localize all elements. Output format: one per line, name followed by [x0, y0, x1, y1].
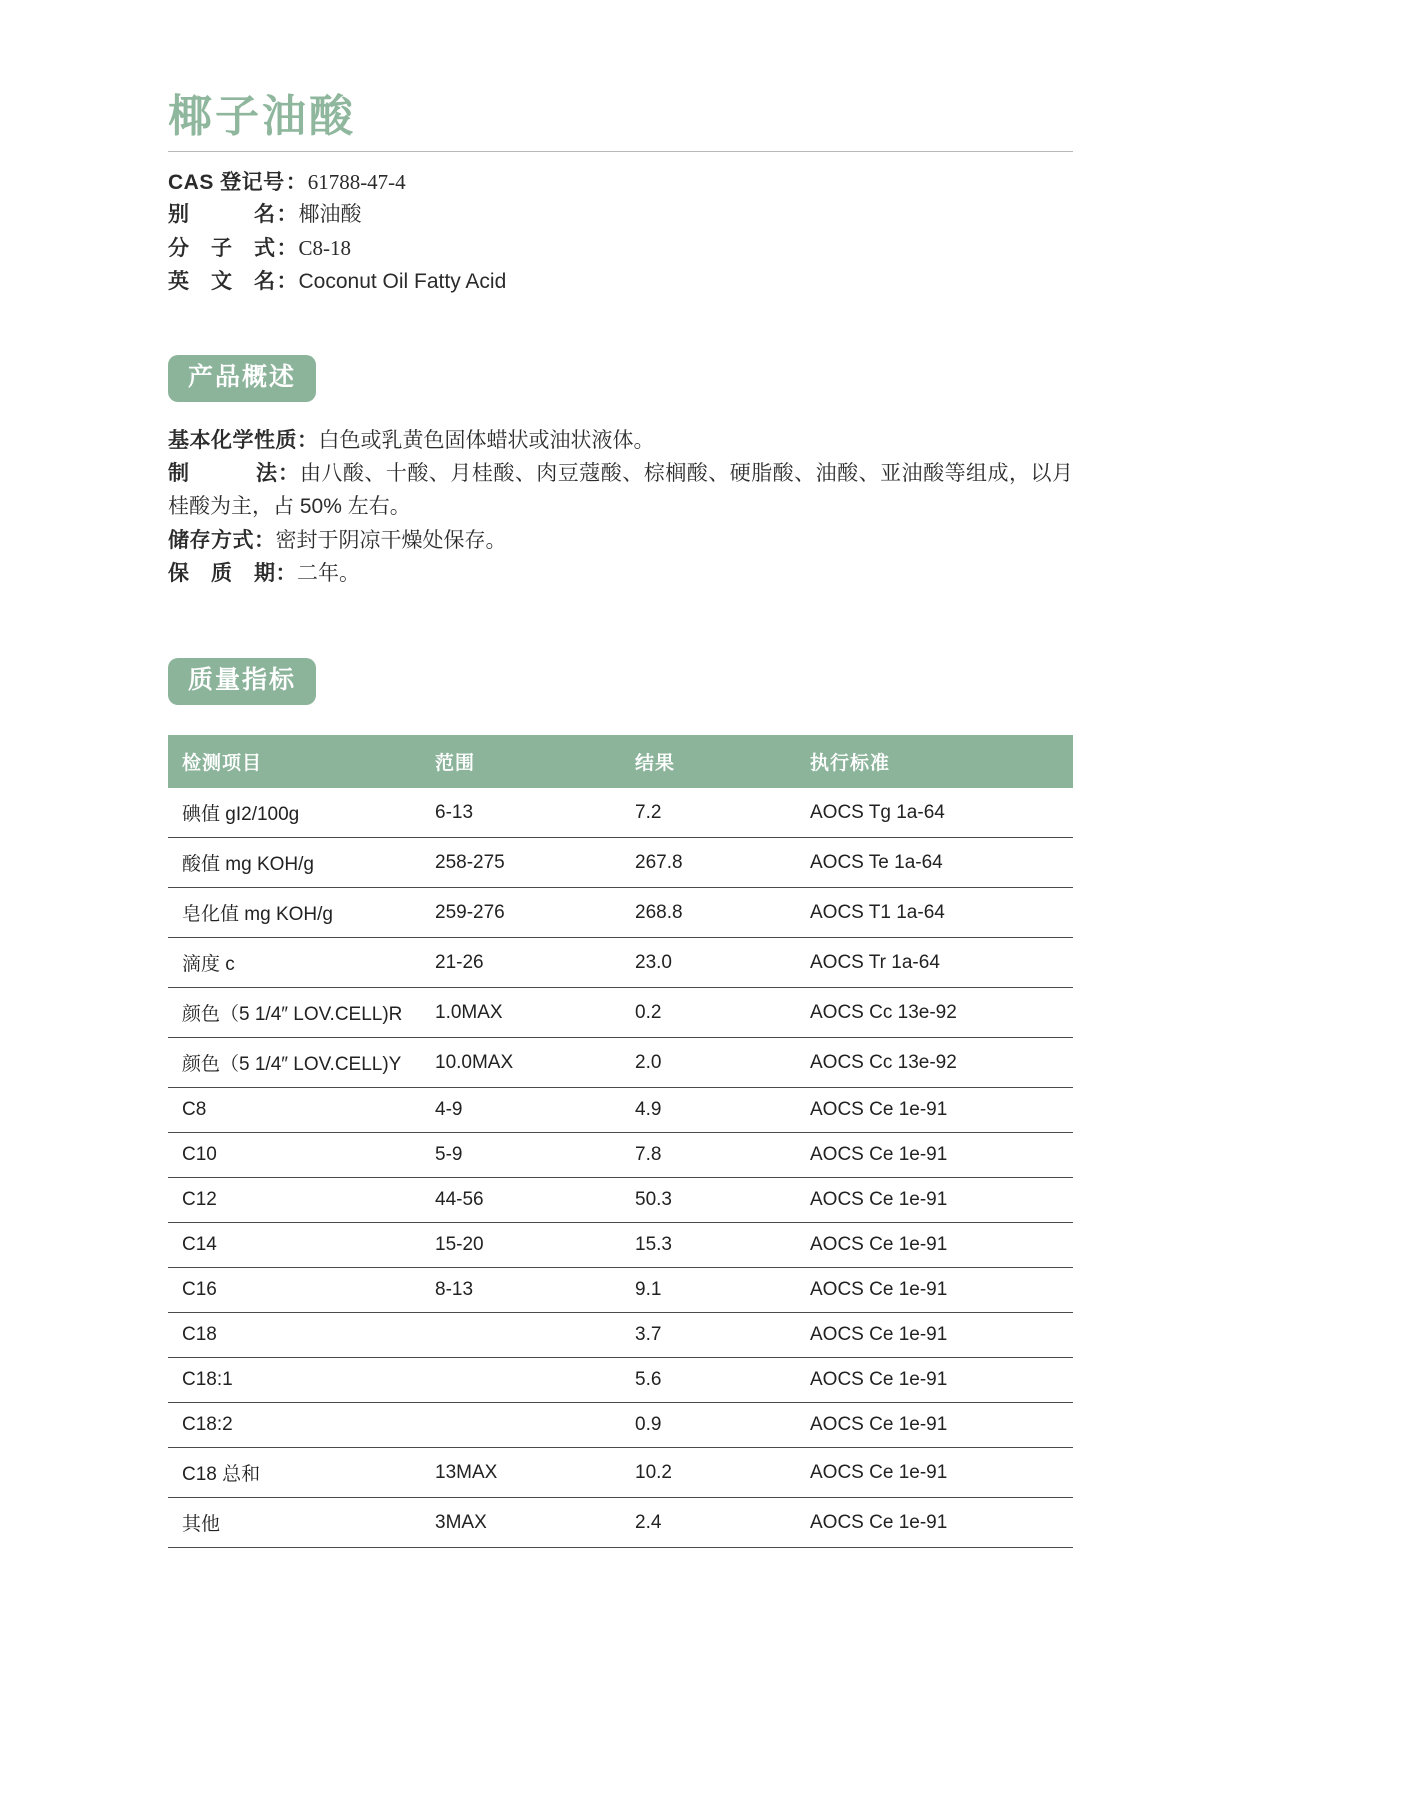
- cell-item: C18:1: [168, 1358, 421, 1403]
- cell-item: C8: [168, 1088, 421, 1133]
- cell-item: C12: [168, 1178, 421, 1223]
- cell-result: 4.9: [621, 1088, 796, 1133]
- cell-result: 7.2: [621, 788, 796, 838]
- cell-result: 7.8: [621, 1133, 796, 1178]
- cell-range: 4-9: [421, 1088, 621, 1133]
- quality-table: [168, 735, 1073, 1548]
- cell-range: 5-9: [421, 1133, 621, 1178]
- table-row: [168, 1178, 1073, 1223]
- cell-standard: AOCS Cc 13e-92: [796, 988, 1073, 1038]
- cell-item: 其他: [168, 1498, 421, 1548]
- cell-result: 2.0: [621, 1038, 796, 1088]
- cell-range: 44-56: [421, 1178, 621, 1223]
- cell-result: 50.3: [621, 1178, 796, 1223]
- overview-paragraph: [168, 424, 1073, 457]
- overview-label: 储存方式：: [168, 528, 276, 552]
- cell-range: 6-13: [421, 788, 621, 838]
- meta-colon: ：: [276, 269, 298, 293]
- meta-value: 椰油酸: [298, 203, 362, 227]
- table-row: [168, 1088, 1073, 1133]
- overview-text: 由八酸、十酸、月桂酸、肉豆蔻酸、棕榈酸、硬脂酸、油酸、亚油酸等组成，以月桂酸为主，占 50% 左右。: [168, 462, 1074, 519]
- table-row: [168, 1313, 1073, 1358]
- meta-colon: ：: [276, 203, 298, 227]
- cell-range: 10.0MAX: [421, 1038, 621, 1088]
- cell-range: 8-13: [421, 1268, 621, 1313]
- meta-value: Coconut Oil Fatty Acid: [298, 269, 507, 293]
- cell-range: [421, 1313, 621, 1358]
- overview-label: 制 法：: [168, 462, 300, 486]
- cell-standard: AOCS Te 1a-64: [796, 838, 1073, 888]
- cell-item: C16: [168, 1268, 421, 1313]
- cell-item: C18: [168, 1313, 421, 1358]
- table-row: [168, 838, 1073, 888]
- cell-result: 267.8: [621, 838, 796, 888]
- table-row: [168, 888, 1073, 938]
- cell-range: 1.0MAX: [421, 988, 621, 1038]
- cell-result: 2.4: [621, 1498, 796, 1548]
- table-row: [168, 1038, 1073, 1088]
- meta-label: CAS 登记号: [168, 170, 285, 194]
- table-row: [168, 1268, 1073, 1313]
- cell-standard: AOCS Tg 1a-64: [796, 788, 1073, 838]
- column-header: 检测项目: [168, 735, 421, 788]
- table-row: [168, 1223, 1073, 1268]
- page-content: [168, 0, 1073, 1548]
- cell-result: 5.6: [621, 1358, 796, 1403]
- overview-paragraphs: [168, 424, 1073, 590]
- cell-item: 颜色（5 1/4″ LOV.CELL)R: [168, 988, 421, 1038]
- overview-label: 保 质 期：: [168, 561, 297, 585]
- table-row: [168, 788, 1073, 838]
- cell-item: 酸值 mg KOH/g: [168, 838, 421, 888]
- cell-standard: AOCS Ce 1e-91: [796, 1403, 1073, 1448]
- cell-item: C10: [168, 1133, 421, 1178]
- meta-label: 分 子 式: [168, 237, 276, 261]
- column-header: 结果: [621, 735, 796, 788]
- overview-text: 二年。: [297, 561, 360, 585]
- cell-result: 23.0: [621, 938, 796, 988]
- cell-result: 0.9: [621, 1403, 796, 1448]
- cell-result: 10.2: [621, 1448, 796, 1498]
- cell-item: 颜色（5 1/4″ LOV.CELL)Y: [168, 1038, 421, 1088]
- meta-colon: ：: [276, 237, 298, 261]
- cell-item: C18:2: [168, 1403, 421, 1448]
- meta-value: C8-18: [298, 236, 351, 261]
- overview-text: 密封于阴凉干燥处保存。: [275, 528, 507, 552]
- cell-result: 0.2: [621, 988, 796, 1038]
- cell-standard: AOCS Ce 1e-91: [796, 1313, 1073, 1358]
- column-header: 范围: [421, 735, 621, 788]
- cell-standard: AOCS T1 1a-64: [796, 888, 1073, 938]
- table-row: [168, 1403, 1073, 1448]
- cell-standard: AOCS Ce 1e-91: [796, 1088, 1073, 1133]
- cell-result: 3.7: [621, 1313, 796, 1358]
- cell-item: 滴度 c: [168, 938, 421, 988]
- table-row: [168, 988, 1073, 1038]
- cell-range: 3MAX: [421, 1498, 621, 1548]
- overview-paragraph: [168, 457, 1073, 523]
- table-row: [168, 1498, 1073, 1548]
- meta-row: [168, 199, 1073, 232]
- cell-range: 15-20: [421, 1223, 621, 1268]
- overview-paragraph: [168, 524, 1073, 557]
- meta-row: [168, 232, 1073, 266]
- cell-range: [421, 1358, 621, 1403]
- meta-colon: ：: [285, 170, 307, 194]
- cell-range: [421, 1403, 621, 1448]
- table-row: [168, 1358, 1073, 1403]
- column-header: 执行标准: [796, 735, 1073, 788]
- cell-standard: AOCS Cc 13e-92: [796, 1038, 1073, 1088]
- table-header-row: [168, 735, 1073, 788]
- overview-label: 基本化学性质：: [168, 429, 319, 453]
- cell-standard: AOCS Ce 1e-91: [796, 1223, 1073, 1268]
- section-quality: [168, 658, 1073, 1549]
- section-overview: [168, 355, 1073, 590]
- cell-result: 9.1: [621, 1268, 796, 1313]
- quality-table-body: [168, 788, 1073, 1548]
- product-meta-list: [168, 166, 1073, 299]
- overview-paragraph: [168, 557, 1073, 590]
- cell-standard: AOCS Ce 1e-91: [796, 1448, 1073, 1498]
- page-title: 椰子油酸: [168, 92, 356, 141]
- cell-item: C14: [168, 1223, 421, 1268]
- cell-range: 258-275: [421, 838, 621, 888]
- cell-item: 碘值 gI2/100g: [168, 788, 421, 838]
- cell-standard: AOCS Ce 1e-91: [796, 1268, 1073, 1313]
- cell-range: 13MAX: [421, 1448, 621, 1498]
- meta-row: [168, 166, 1073, 200]
- table-row: [168, 938, 1073, 988]
- quality-table-header: [168, 735, 1073, 788]
- title-divider: [168, 151, 1073, 152]
- cell-item: 皂化值 mg KOH/g: [168, 888, 421, 938]
- table-row: [168, 1133, 1073, 1178]
- title-block: [168, 0, 1073, 152]
- cell-standard: AOCS Ce 1e-91: [796, 1358, 1073, 1403]
- meta-value: 61788-47-4: [307, 169, 406, 194]
- overview-text: 白色或乳黄色固体蜡状或油状液体。: [318, 429, 655, 453]
- cell-range: 259-276: [421, 888, 621, 938]
- cell-standard: AOCS Ce 1e-91: [796, 1133, 1073, 1178]
- section-badge-quality: 质量指标: [168, 658, 316, 706]
- cell-range: 21-26: [421, 938, 621, 988]
- section-badge-overview: 产品概述: [168, 355, 316, 403]
- cell-standard: AOCS Ce 1e-91: [796, 1498, 1073, 1548]
- table-row: [168, 1448, 1073, 1498]
- cell-result: 15.3: [621, 1223, 796, 1268]
- cell-standard: AOCS Ce 1e-91: [796, 1178, 1073, 1223]
- cell-result: 268.8: [621, 888, 796, 938]
- meta-label: 别 名: [168, 203, 276, 227]
- meta-row: [168, 266, 1073, 299]
- meta-label: 英 文 名: [168, 269, 276, 293]
- cell-standard: AOCS Tr 1a-64: [796, 938, 1073, 988]
- cell-item: C18 总和: [168, 1448, 421, 1498]
